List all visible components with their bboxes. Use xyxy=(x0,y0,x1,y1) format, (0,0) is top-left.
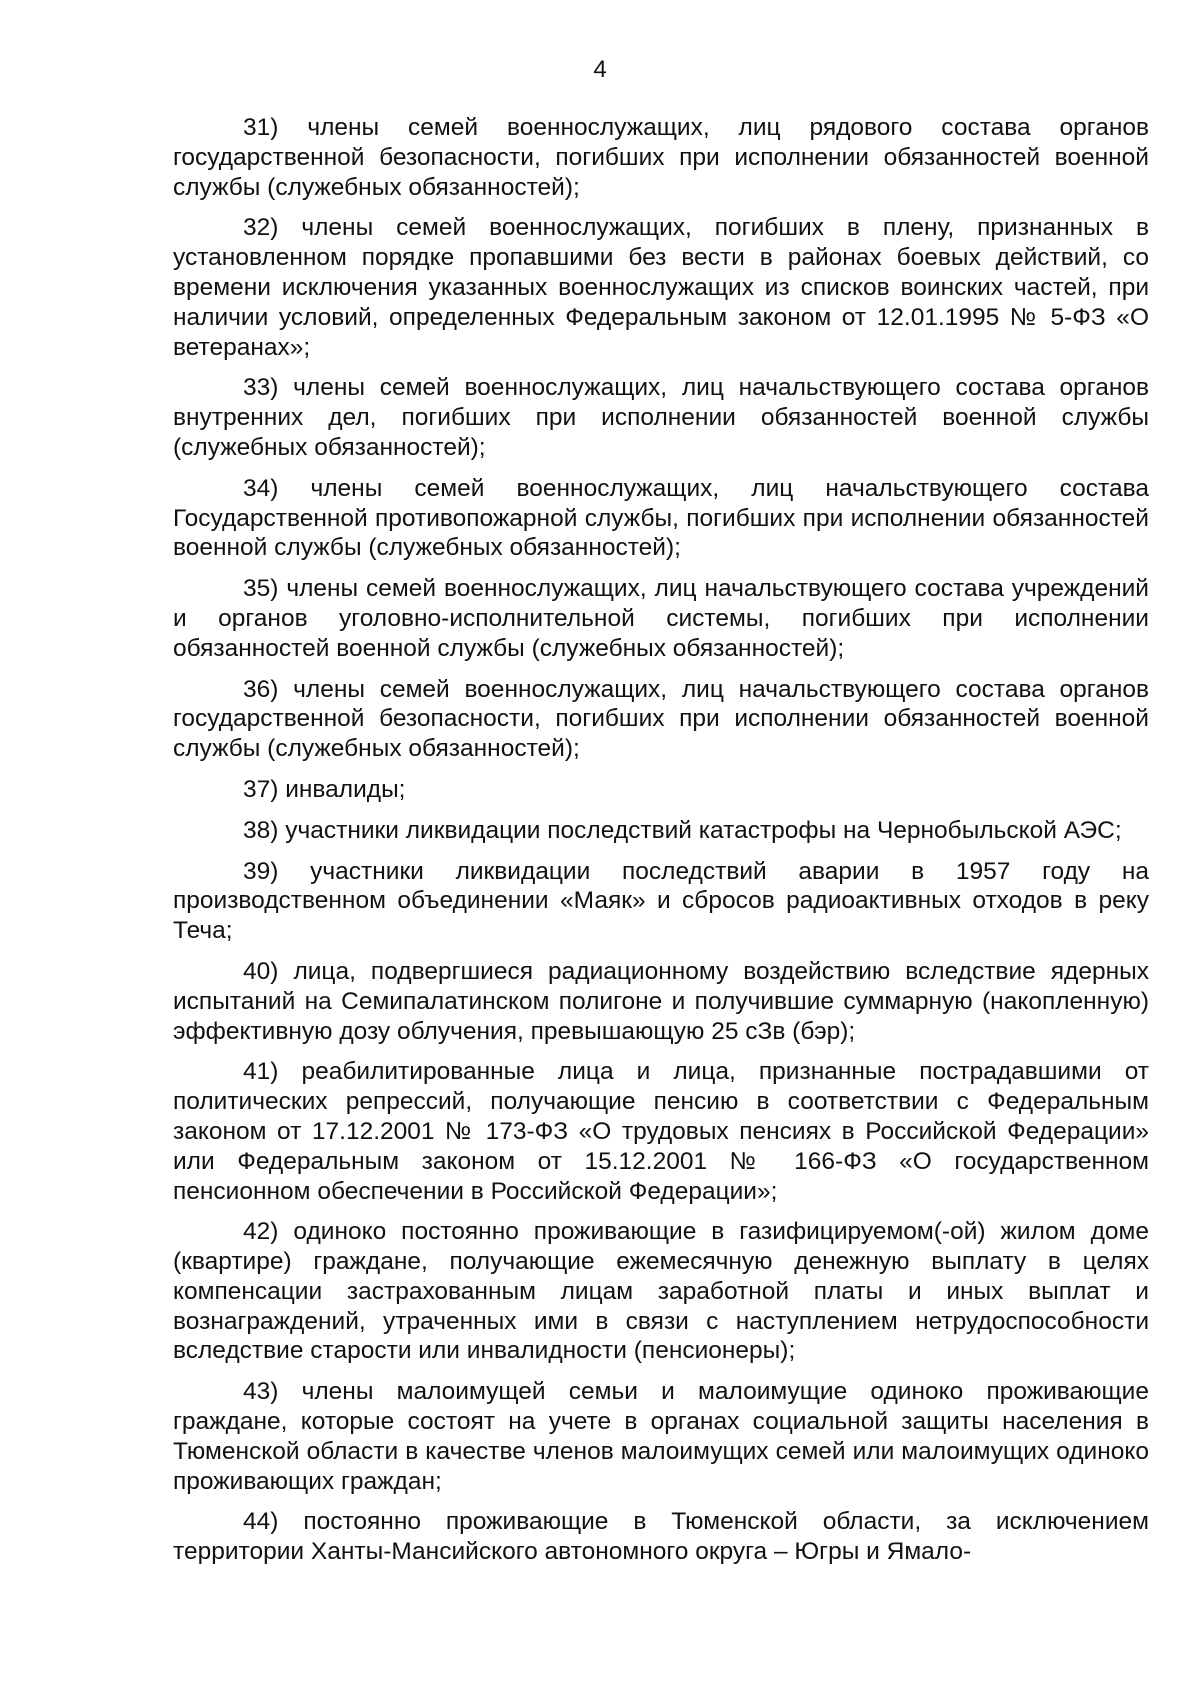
list-item-31: 31) члены семей военнослужащих, лиц рядового состава органов государственной безопасности, погибших при исполнении обязанностей военной службы (служебных обязанностей); xyxy=(173,114,1149,201)
list-item-33: 33) члены семей военнослужащих, лиц начальствующего состава органов внутренних дел, погибших при исполнении обязанностей военной службы (служебных обязанностей); xyxy=(173,374,1149,461)
list-item-41: 41) реабилитированные лица и лица, признанные пострадавшими от политических репрессий, получающие пенсию в соответствии с Федеральным законом от 17.12.2001 № 173-ФЗ «О трудовых пенсиях в Российской Федерации» или Федеральным законом от 15.12.2001 № 166-ФЗ «О государственном пенсионном обеспечении в Российской Федерации»; xyxy=(173,1058,1149,1205)
list-item-40: 40) лица, подвергшиеся радиационному воздействию вследствие ядерных испытаний на Семипалатинском полигоне и получившие суммарную (накопленную) эффективную дозу облучения, превышающую 25 сЗв (бэр); xyxy=(173,957,1149,1045)
list-item-38: 38) участники ликвидации последствий катастрофы на Чернобыльской АЭС; xyxy=(243,816,1122,844)
document-body xyxy=(173,113,1149,1578)
list-item-37: 37) инвалиды; xyxy=(243,775,406,803)
list-item-36: 36) члены семей военнослужащих, лиц начальствующего состава органов государственной безопасности, погибших при исполнении обязанностей военной службы (служебных обязанностей); xyxy=(173,675,1149,763)
list-item-34: 34) члены семей военнослужащих, лиц начальствующего состава Государственной противопожарной службы, погибших при исполнении обязанностей военной службы (служебных обязанностей); xyxy=(173,474,1149,562)
list-item-32: 32) члены семей военнослужащих, погибших в плену, признанных в установленном порядке пропавшими без вести в районах боевых действий, со времени исключения указанных военнослужащих из списков воинских частей, при наличии условий, определенных Федеральным законом от 12.01.1995 № 5-ФЗ «О ветеранах»; xyxy=(173,214,1149,361)
list-item-43: 43) члены малоимущей семьи и малоимущие одиноко проживающие граждане, которые состоят на учете в органах социальной защиты населения в Тюменской области в качестве членов малоимущих семей или малоимущих одиноко проживающих граждан; xyxy=(173,1378,1149,1495)
list-item-44: 44) постоянно проживающие в Тюменской области, за исключением территории Ханты-Мансийского автономного округа – Югры и Ямало- xyxy=(173,1508,1149,1566)
list-item-35: 35) члены семей военнослужащих, лиц начальствующего состава учреждений и органов уголовно-исполнительной системы, погибших при исполнении обязанностей военной службы (служебных обязанностей); xyxy=(173,575,1149,662)
list-item-42: 42) одиноко постоянно проживающие в газифицируемом(-ой) жилом доме (квартире) граждане, получающие ежемесячную денежную выплату в целях компенсации застрахованным лицам заработной платы и иных выплат и вознаграждений, утраченных ими в связи с наступлением нетрудоспособности вследствие старости или инвалидности (пенсионеры); xyxy=(173,1218,1149,1365)
page-number: 4 xyxy=(593,56,607,83)
list-item-39: 39) участники ликвидации последствий аварии в 1957 году на производственном объединении «Маяк» и сбросов радиоактивных отходов в реку Теча; xyxy=(173,857,1149,945)
